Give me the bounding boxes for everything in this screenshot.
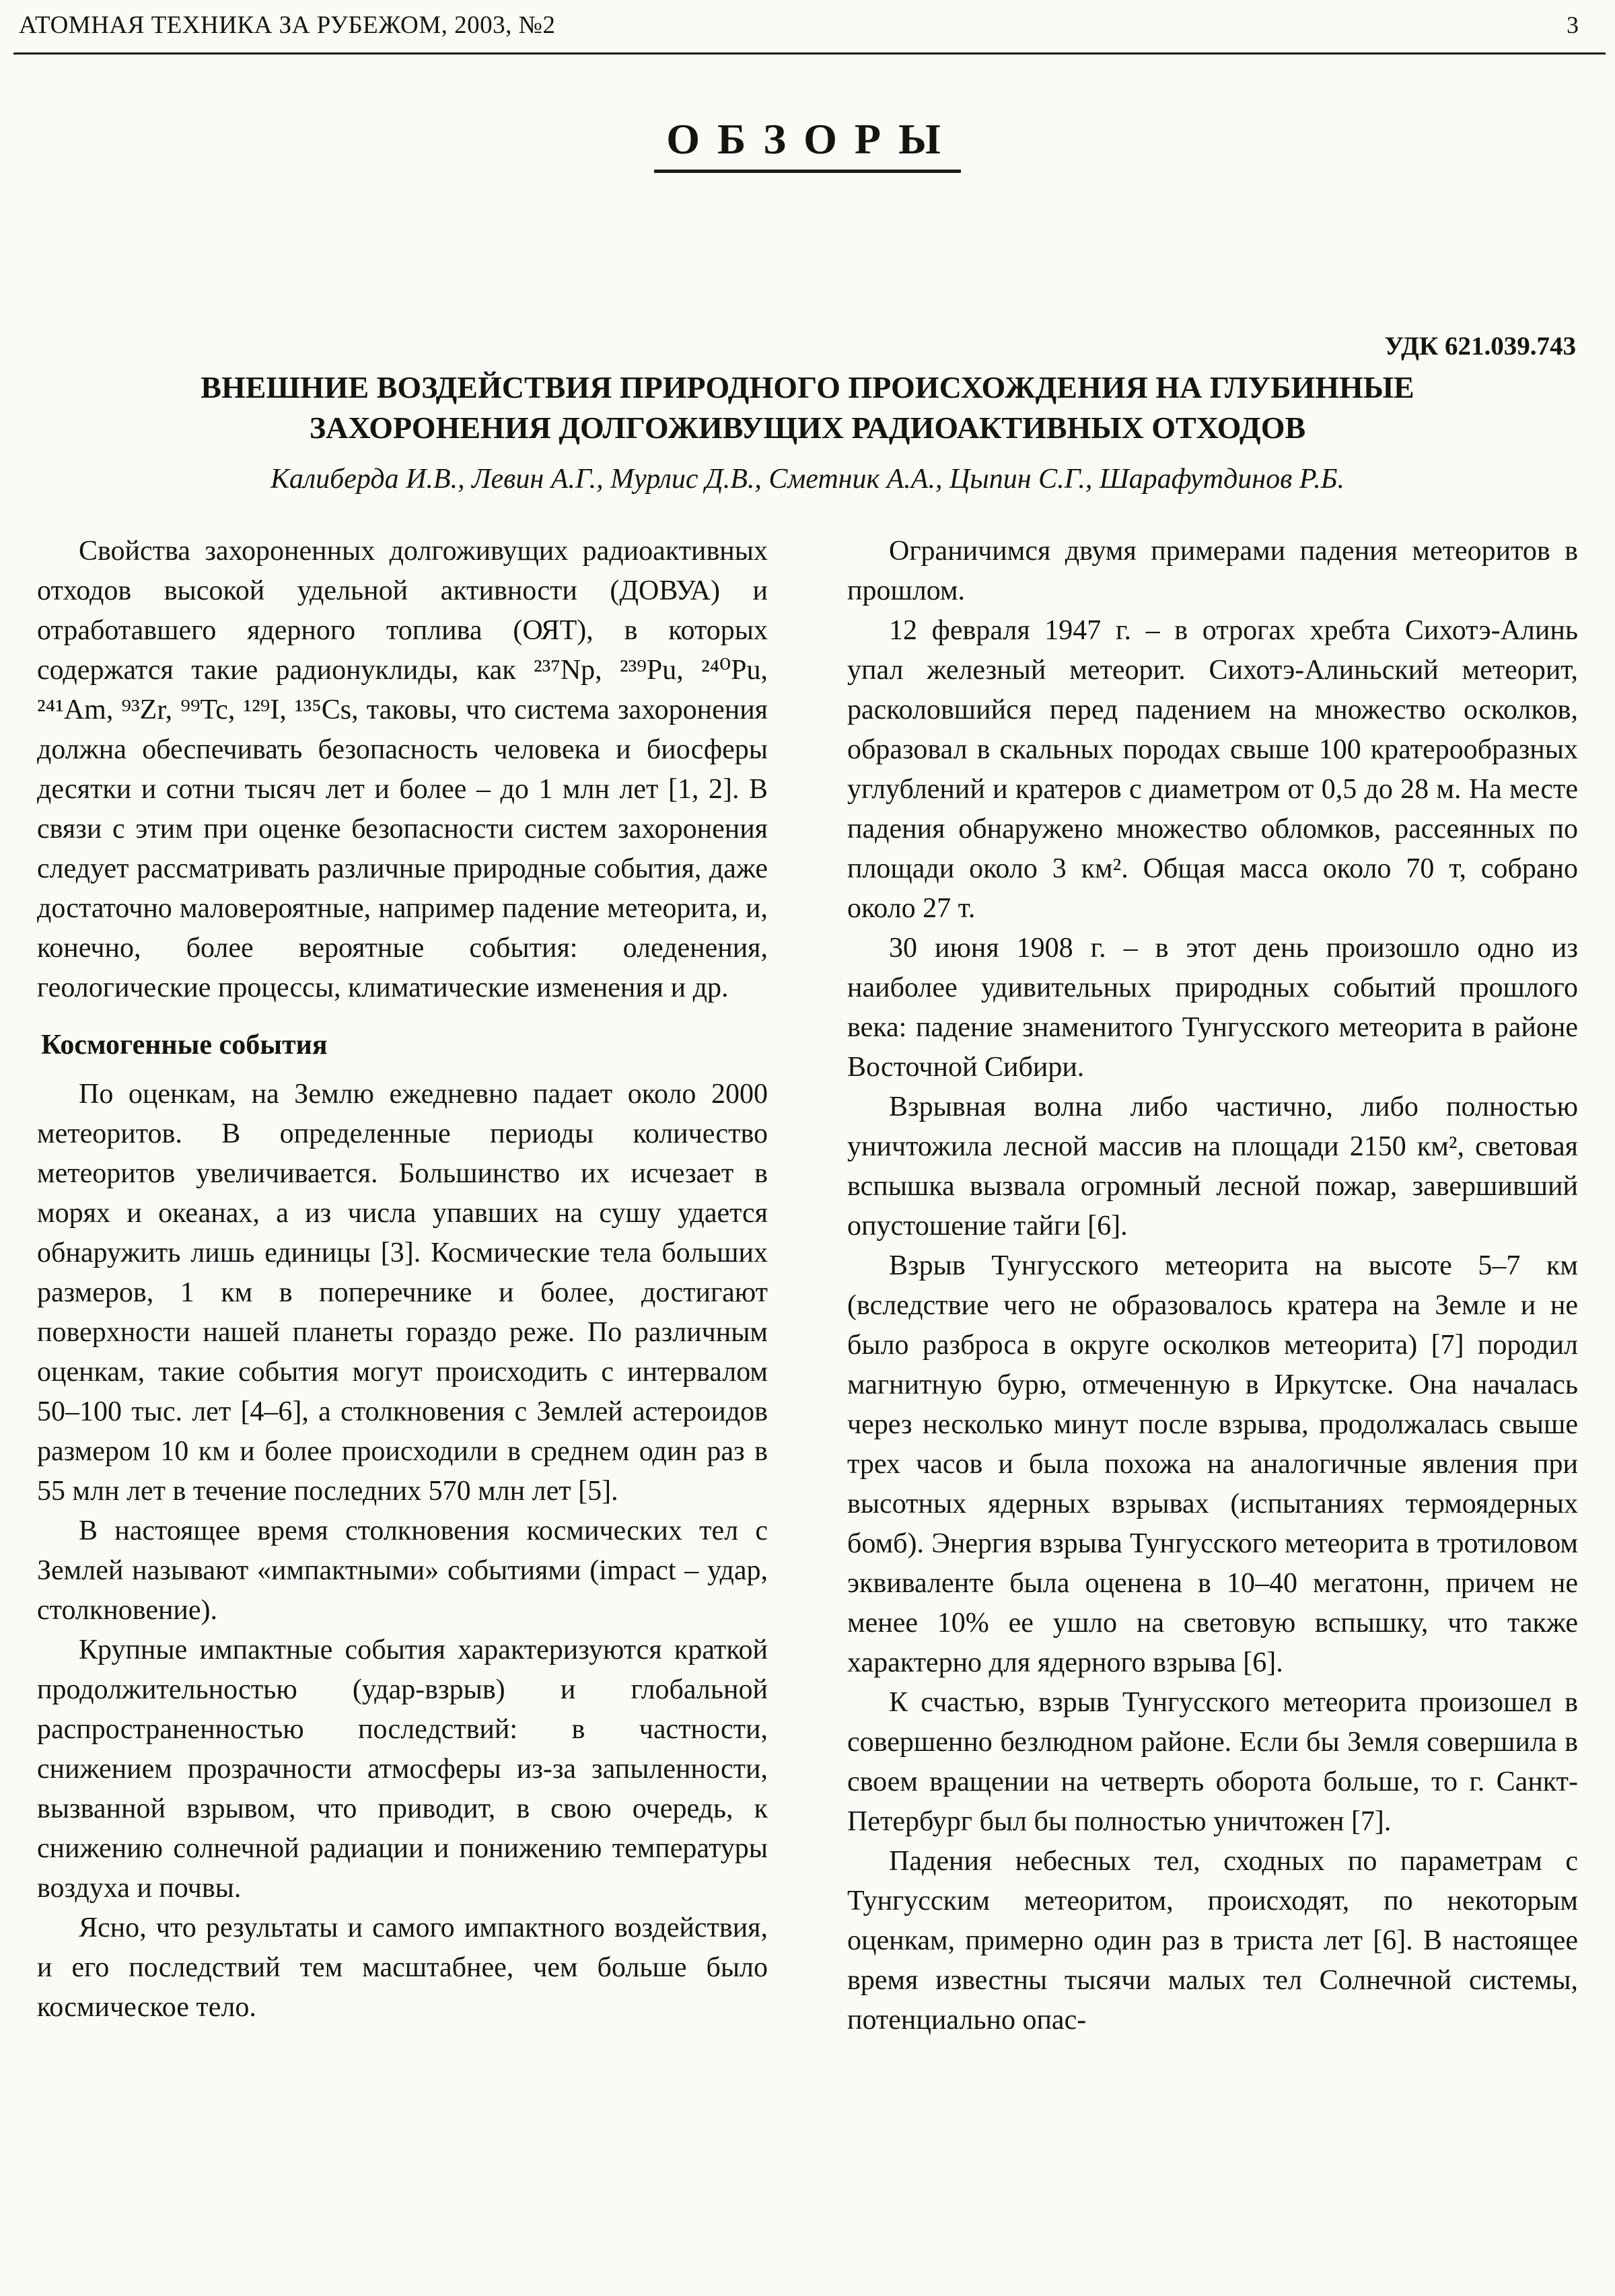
paragraph: 12 февраля 1947 г. – в отрогах хребта Сихотэ-Алинь упал железный метеорит. Сихотэ-Алиньский метеорит, расколовшийся перед падением на множество осколков, образовал в скальных породах свыше 100 кратерообразных углублений и кратеров с диаметром от 0,5 до 28 м. На месте падения обнаружено множество обломков, рассеянных по площади около 3 км². Общая масса около 70 т, собрано около 27 т.	[847, 615, 1578, 924]
paragraph-intro: Свойства захороненных долгоживущих радиоактивных отходов высокой удельной активности (ДОВУА) и отработавшего ядерного топлива (ОЯТ), в которых содержатся такие радионуклиды, как ²³⁷Np, ²³⁹Pu, ²⁴⁰Pu, ²⁴¹Am, ⁹³Zr, ⁹⁹Tc, ¹²⁹I, ¹³⁵Cs, таковы, что система захоронения должна обеспечивать безопасность человека и биосферы десятки и сотни тысяч лет и более – до 1 млн лет [1, 2]. В связи с этим при оценке безопасности систем захоронения следует рассматривать различные природные события, даже достаточно маловероятные, например падение метеорита, и, конечно, более вероятные события: оледенения, геологические процессы, климатические изменения и др.	[37, 536, 768, 1003]
paragraph: По оценкам, на Землю ежедневно падает около 2000 метеоритов. В определенные периоды количество метеоритов увеличивается. Большинство их исчезает в морях и океанах, а из числа упавших на сушу удается обнаружить лишь единицы [3]. Космические тела больших размеров, 1 км в поперечнике и более, достигают поверхности нашей планеты гораздо реже. По различным оценкам, такие события могут происходить с интервалом 50–100 тыс. лет [4–6], а столкновения с Землей астероидов размером 10 км и более происходили в среднем один раз в 55 млн лет в течение последних 570 млн лет [5].	[37, 1079, 768, 1507]
udc-number: УДК 621.039.743	[1384, 332, 1576, 361]
section-heading-cosmogenic-events: Космогенные события	[41, 1030, 328, 1061]
section-title-wrap	[0, 114, 1615, 173]
authors-line: Калиберда И.В., Левин А.Г., Мурлис Д.В., Сметник А.А., Цыпин С.Г., Шарафутдинов Р.Б.	[270, 464, 1345, 495]
running-head: АТОМНАЯ ТЕХНИКА ЗА РУБЕЖОМ, 2003, №2	[19, 11, 556, 39]
paragraph: В настоящее время столкновения космических тел с Землей называют «импактными» событиями (impact – удар, столкновение).	[37, 1515, 768, 1626]
right-column	[847, 532, 1578, 2040]
paragraph: Взрыв Тунгусского метеорита на высоте 5–7 км (вследствие чего не образовалось кратера на Земле и не было разброса в округе осколков метеорита) [7] породил магнитную бурю, отмеченную в Иркутске. Она началась через несколько минут после взрыва, продолжалась свыше трех часов и была похожа на аналогичные явления при высотных ядерных взрывах (испытаниях термоядерных бомб). Энергия взрыва Тунгусского метеорита в тротиловом эквиваленте была оценена в 10–40 мегатонн, причем не менее 10% ее ушло на световую вспышку, что также характерно для ядерного взрыва [6].	[847, 1250, 1578, 1678]
paragraph: Ясно, что результаты и самого импактного воздействия, и его последствий тем масштабнее, чем больше было космическое тело.	[37, 1912, 768, 2023]
header-rule	[13, 52, 1606, 55]
paragraph: 30 июня 1908 г. – в этот день произошло одно из наиболее удивительных природных событий прошлого века: падение знаменитого Тунгусского метеорита в районе Восточной Сибири.	[847, 933, 1578, 1083]
paragraph: Ограничимся двумя примерами падения метеоритов в прошлом.	[847, 536, 1578, 606]
article-body	[37, 532, 1578, 2040]
page-number: 3	[1567, 11, 1579, 38]
paragraph: К счастью, взрыв Тунгусского метеорита произошел в совершенно безлюдном районе. Если бы Земля совершила в своем вращении на четверть оборота больше, то г. Санкт-Петербург был бы полностью уничтожен [7].	[847, 1687, 1578, 1837]
paragraph: Крупные импактные события характеризуются краткой продолжительностью (удар-взрыв) и глобальной распространенностью последствий: в частности, снижением прозрачности атмосферы из-за запыленности, вызванной взрывом, что приводит, в свою очередь, к снижению солнечной радиации и понижению температуры воздуха и почвы.	[37, 1635, 768, 1904]
paragraph: Падения небесных тел, сходных по параметрам с Тунгусским метеоритом, происходят, по некоторым оценкам, примерно один раз в триста лет [6]. В настоящее время известны тысячи малых тел Солнечной системы, потенциально опас-	[847, 1846, 1578, 2036]
article-title-line2: ЗАХОРОНЕНИЯ ДОЛГОЖИВУЩИХ РАДИОАКТИВНЫХ ОТХОДОВ	[309, 410, 1306, 445]
left-column	[37, 532, 768, 2040]
article-title-line1: ВНЕШНИЕ ВОЗДЕЙСТВИЯ ПРИРОДНОГО ПРОИСХОЖДЕНИЯ НА ГЛУБИННЫЕ	[201, 370, 1414, 404]
paragraph: Взрывная волна либо частично, либо полностью уничтожила лесной массив на площади 2150 км², световая вспышка вызвала огромный лесной пожар, завершивший опустошение тайги [6].	[847, 1091, 1578, 1242]
article-title	[67, 367, 1548, 448]
section-title: ОБЗОРЫ	[654, 114, 961, 173]
